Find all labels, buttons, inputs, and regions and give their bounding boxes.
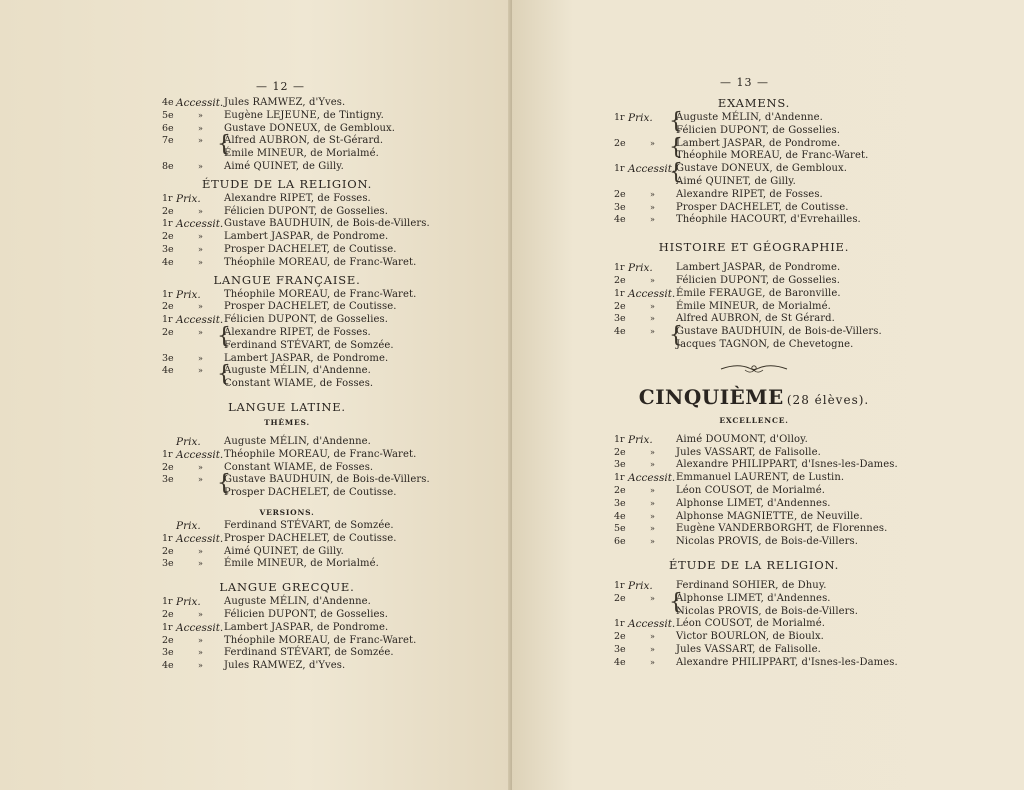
award-name: Aimé QUINET, de Gilly.	[224, 160, 344, 172]
award-row	[162, 609, 412, 622]
award-label: »	[198, 635, 203, 645]
award-name: Jules VASSART, de Falisolle.	[676, 643, 821, 655]
right-column	[614, 93, 898, 670]
awards-list	[162, 192, 430, 270]
award-label: »	[650, 202, 655, 212]
award-name: Gustave BAUDHUIN, de Bois-de-Villers.	[224, 474, 430, 486]
award-name: Lambert JASPAR, de Pondrome.	[676, 262, 841, 274]
award-name: Alexandre RIPET, de Fosses.	[676, 188, 823, 200]
award-rank: 2e	[614, 188, 626, 200]
award-rank: 3e	[162, 243, 174, 255]
subsection-heading: THÈMES.	[264, 417, 310, 427]
award-rank: 4e	[614, 656, 626, 668]
award-row	[614, 631, 894, 644]
award-row	[614, 606, 894, 619]
award-rank: 1r	[614, 163, 625, 175]
section-heading: HISTOIRE ET GÉOGRAPHIE.	[658, 240, 850, 255]
section-heading: LANGUE FRANÇAISE.	[213, 272, 361, 287]
award-row	[162, 533, 412, 546]
award-label: Prix.	[628, 262, 653, 275]
award-rank: 7e	[162, 135, 174, 147]
brace-icon: {	[217, 471, 231, 497]
scroll-ornament-icon	[719, 360, 789, 376]
award-label: Prix.	[628, 112, 653, 124]
award-name: Emmanuel LAURENT, de Lustin.	[676, 472, 845, 484]
award-row	[162, 558, 412, 571]
award-name: Auguste MÉLIN, d'Andenne.	[224, 596, 371, 608]
award-label: Accessit.	[176, 448, 224, 461]
award-name: Émile MINEUR, de Morialmé.	[224, 148, 379, 160]
award-name: Prosper DACHELET, de Coutisse.	[676, 201, 849, 213]
award-name: Théophile MOREAU, de Franc-Waret.	[224, 288, 417, 300]
award-row	[162, 244, 412, 257]
award-name: Émile MINEUR, de Morialmé.	[224, 558, 379, 570]
brace-icon: {	[217, 362, 231, 388]
award-rank: 2e	[614, 137, 626, 149]
award-label: »	[650, 657, 655, 667]
award-row	[162, 660, 412, 673]
award-rank: 2e	[614, 592, 626, 604]
brace-icon: {	[669, 160, 683, 186]
brace-icon: {	[669, 589, 683, 615]
award-rank: 2e	[614, 446, 626, 458]
award-row	[614, 644, 894, 657]
award-rank: 1r	[614, 287, 625, 299]
award-name: Émile MINEUR, de Morialmé.	[676, 300, 831, 312]
award-rank: 6e	[162, 122, 174, 134]
award-name: Aimé DOUMONT, d'Olloy.	[676, 433, 808, 445]
class-title	[614, 380, 894, 414]
award-name: Émile FERAUGE, de Baronville.	[676, 287, 841, 299]
award-label: »	[198, 244, 203, 254]
award-name: Ferdinand STÉVART, de Somzée.	[224, 519, 394, 531]
award-name: Théophile MOREAU, de Franc-Waret.	[224, 448, 417, 460]
award-name: Ferdinand SOHIER, de Dhuy.	[676, 579, 827, 591]
award-rank: 1r	[162, 448, 173, 460]
award-rank: 2e	[614, 300, 626, 312]
award-label: »	[650, 275, 655, 285]
award-row	[614, 485, 894, 498]
award-rank: 1r	[162, 596, 173, 608]
award-rank: 3e	[614, 313, 626, 325]
award-rank: 4e	[162, 660, 174, 672]
award-name: Gustave BAUDHUIN, de Bois-de-Villers.	[224, 218, 430, 230]
award-rank: 4e	[162, 97, 174, 108]
right-page	[512, 0, 1024, 790]
award-name: Alfred AUBRON, de St-Gérard.	[224, 135, 384, 147]
award-row	[614, 262, 894, 275]
award-label: »	[650, 524, 655, 534]
awards-list	[162, 520, 412, 571]
award-label: Prix.	[176, 519, 201, 532]
award-row	[614, 275, 894, 288]
award-name: Constant WIAME, de Fosses.	[224, 461, 374, 473]
award-name: Ferdinand STÉVART, de Somzée.	[224, 647, 394, 659]
section-heading: LANGUE LATINE.	[228, 399, 346, 414]
award-rank: 3e	[162, 352, 174, 364]
award-rank: 2e	[162, 231, 174, 243]
award-row	[614, 523, 894, 536]
award-rank: 4e	[614, 510, 626, 522]
award-label: »	[198, 206, 203, 216]
award-label: Prix.	[176, 288, 201, 301]
awards-list	[162, 596, 417, 673]
class-name: CINQUIÈME	[638, 384, 784, 409]
section-heading: ÉTUDE DE LA RELIGION.	[668, 557, 840, 572]
award-name: Jules VASSART, de Falisolle.	[676, 446, 821, 458]
award-label: »	[198, 123, 203, 133]
award-label: »	[198, 366, 203, 376]
ornament-divider	[614, 360, 894, 378]
award-row	[614, 189, 894, 202]
award-row	[614, 301, 894, 314]
award-label: »	[650, 593, 655, 603]
award-rank: 1r	[162, 532, 173, 544]
award-label: »	[198, 327, 203, 337]
brace-icon: {	[669, 323, 683, 349]
award-rank: 2e	[614, 274, 626, 286]
award-row	[162, 546, 412, 559]
award-label: »	[650, 498, 655, 508]
award-name: Eugène VANDERBORGHT, de Florennes.	[676, 523, 888, 535]
award-name: Prosper DACHELET, de Coutisse.	[224, 532, 397, 544]
award-label: »	[198, 302, 203, 312]
award-rank: 3e	[162, 474, 174, 486]
award-row	[162, 288, 417, 302]
award-name: Constant WIAME, de Fosses.	[224, 378, 374, 390]
award-label: »	[650, 632, 655, 642]
award-label: »	[198, 110, 203, 120]
awards-list	[614, 579, 898, 670]
section-heading: LANGUE GRECQUE.	[219, 580, 355, 595]
award-label: »	[198, 232, 203, 242]
award-row	[614, 202, 894, 215]
award-row	[162, 193, 412, 206]
award-name: Théophile HACOURT, d'Evrehailles.	[676, 214, 861, 226]
award-label: »	[650, 314, 655, 324]
award-label: »	[650, 511, 655, 521]
award-label: »	[650, 189, 655, 199]
award-row	[162, 487, 412, 500]
award-rank: 1r	[614, 112, 625, 123]
award-label: »	[650, 644, 655, 654]
award-name: Jules RAMWEZ, d'Yves.	[224, 660, 346, 672]
award-label: »	[198, 559, 203, 569]
award-rank: 3e	[614, 643, 626, 655]
award-name: Ferdinand STÉVART, de Somzée.	[224, 339, 394, 351]
award-name: Léon COUSOT, de Morialmé.	[676, 484, 826, 496]
award-row	[614, 498, 894, 511]
award-row	[614, 618, 894, 631]
award-name: Léon COUSOT, de Morialmé.	[676, 618, 826, 630]
award-label: »	[198, 661, 203, 671]
award-row	[162, 231, 412, 244]
award-row	[162, 148, 412, 161]
award-rank: 2e	[162, 608, 174, 620]
award-row	[162, 596, 412, 609]
award-name: Alphonse LIMET, d'Andennes.	[676, 497, 831, 509]
award-name: Lambert JASPAR, de Pondrome.	[224, 621, 389, 633]
page-number-left: — 12 —	[256, 80, 305, 93]
award-name: Eugène LEJEUNE, de Tintigny.	[224, 109, 384, 121]
award-row	[162, 97, 412, 110]
award-label: »	[650, 215, 655, 225]
award-label: »	[198, 136, 203, 146]
award-rank: 4e	[162, 365, 174, 377]
award-rank: 1r	[614, 618, 625, 630]
award-row	[162, 340, 412, 353]
award-label: Accessit.	[628, 163, 676, 176]
award-row	[162, 206, 412, 219]
award-label: »	[650, 138, 655, 148]
award-name: Félicien DUPONT, de Gosselies.	[676, 274, 841, 286]
award-rank: 2e	[162, 545, 174, 557]
award-row	[614, 536, 894, 549]
award-label: Prix.	[176, 192, 201, 205]
award-rank: 3e	[614, 497, 626, 509]
award-rank: 1r	[162, 192, 173, 204]
award-label: Accessit.	[628, 618, 676, 631]
award-row	[162, 462, 412, 475]
award-row	[162, 301, 412, 314]
award-label: »	[650, 447, 655, 457]
award-label: »	[650, 460, 655, 470]
award-name: Jacques TAGNON, de Chevetogne.	[676, 338, 854, 350]
award-name: Prosper DACHELET, de Coutisse.	[224, 301, 397, 313]
award-label: Prix.	[176, 435, 201, 448]
award-name: Lambert JASPAR, de Pondrome.	[224, 352, 389, 364]
award-rank: 2e	[162, 205, 174, 217]
award-rank: 8e	[162, 160, 174, 172]
awards-list	[614, 262, 894, 352]
award-row	[162, 378, 412, 391]
award-rank: 5e	[614, 523, 626, 535]
award-name: Prosper DACHELET, de Coutisse.	[224, 243, 397, 255]
award-name: Félicien DUPONT, de Gosselies.	[676, 124, 841, 136]
award-row	[614, 472, 894, 485]
brace-icon: {	[669, 109, 683, 134]
award-rank: 1r	[614, 472, 625, 484]
award-rank: 1r	[614, 262, 625, 274]
awards-list	[162, 288, 417, 391]
award-row	[162, 218, 430, 231]
award-row	[614, 125, 894, 138]
award-label: Accessit.	[176, 621, 224, 634]
award-name: Gustave BAUDHUIN, de Bois-de-Villers.	[676, 326, 882, 338]
award-row	[614, 339, 894, 352]
award-rank: 2e	[614, 631, 626, 643]
brace-icon: {	[669, 134, 683, 160]
award-name: Félicien DUPONT, de Gosselies.	[224, 205, 389, 217]
subsection-heading: VERSIONS.	[259, 507, 315, 517]
award-name: Auguste MÉLIN, d'Andenne.	[224, 365, 371, 377]
award-rank: 2e	[162, 634, 174, 646]
award-label: »	[650, 537, 655, 547]
award-name: Victor BOURLON, de Bioulx.	[676, 631, 824, 643]
award-rank: 2e	[162, 326, 174, 338]
awards-list	[614, 109, 894, 227]
award-name: Lambert JASPAR, de Pondrome.	[224, 231, 389, 243]
award-label: »	[198, 257, 203, 267]
award-row	[162, 256, 417, 270]
award-name: Félicien DUPONT, de Gosselies.	[224, 608, 389, 620]
award-name: Alexandre RIPET, de Fosses.	[224, 326, 371, 338]
award-label: »	[650, 301, 655, 311]
award-rank: 1r	[162, 218, 173, 230]
award-label: »	[650, 485, 655, 495]
award-name: Alexandre RIPET, de Fosses.	[224, 192, 371, 204]
award-label: Accessit.	[176, 218, 224, 231]
section-heading: ÉTUDE DE LA RELIGION.	[201, 176, 373, 191]
award-name: Félicien DUPONT, de Gosselies.	[224, 314, 389, 326]
award-name: Prosper DACHELET, de Coutisse.	[224, 487, 397, 499]
award-row	[162, 123, 412, 136]
award-row	[162, 622, 412, 635]
award-name: Nicolas PROVIS, de Bois-de-Villers.	[676, 605, 859, 617]
award-label: »	[198, 546, 203, 556]
award-name: Théophile MOREAU, de Franc-Waret.	[224, 634, 417, 646]
award-row	[614, 214, 894, 227]
award-name: Alexandre PHILIPPART, d'Isnes-les-Dames.	[676, 459, 898, 471]
award-name: Gustave DONEUX, de Gembloux.	[676, 163, 848, 175]
award-label: Prix.	[176, 596, 201, 609]
award-row	[162, 520, 412, 533]
award-row	[614, 176, 894, 189]
award-name: Aimé QUINET, de Gilly.	[224, 545, 344, 557]
award-row	[614, 511, 894, 524]
award-name: Alphonse MAGNIETTE, de Neuville.	[676, 510, 863, 522]
award-label: »	[198, 353, 203, 363]
award-row	[614, 313, 894, 326]
award-row	[162, 353, 412, 366]
award-name: Théophile MOREAU, de Franc-Waret.	[224, 256, 417, 268]
left-column	[162, 97, 430, 673]
award-row	[614, 580, 894, 593]
class-count: (28 élèves).	[786, 392, 870, 407]
award-row	[162, 448, 417, 462]
award-rank: 1r	[614, 579, 625, 591]
awards-list	[614, 433, 898, 549]
award-row	[614, 288, 894, 301]
award-rank: 4e	[162, 256, 174, 268]
award-name: Alphonse LIMET, d'Andennes.	[676, 592, 831, 604]
award-label: »	[198, 648, 203, 658]
award-label: Prix.	[628, 579, 653, 592]
awards-list	[162, 97, 412, 174]
award-row	[162, 161, 412, 174]
award-rank: 3e	[614, 201, 626, 213]
award-label: »	[198, 462, 203, 472]
section-heading: EXAMENS.	[717, 96, 791, 110]
award-rank: 2e	[162, 461, 174, 473]
award-label: Accessit.	[176, 97, 224, 109]
award-row	[614, 150, 894, 163]
award-rank: 4e	[614, 326, 626, 338]
award-label: Accessit.	[176, 314, 224, 327]
award-rank: 1r	[162, 314, 173, 326]
award-row	[162, 110, 412, 123]
award-label: Accessit.	[176, 532, 224, 545]
award-name: Auguste MÉLIN, d'Andenne.	[224, 435, 371, 447]
award-name: Jules RAMWEZ, d'Yves.	[224, 97, 346, 108]
award-rank: 4e	[614, 214, 626, 226]
award-row	[614, 656, 898, 670]
award-row	[162, 634, 417, 648]
subsection-heading: EXCELLENCE.	[719, 415, 789, 425]
award-rank: 3e	[614, 459, 626, 471]
award-row	[614, 459, 898, 472]
award-row	[614, 447, 894, 460]
award-label: Accessit.	[628, 472, 676, 485]
award-rank: 1r	[614, 433, 625, 445]
award-label: »	[198, 609, 203, 619]
award-name: Alexandre PHILIPPART, d'Isnes-les-Dames.	[676, 656, 898, 668]
award-name: Gustave DONEUX, de Gembloux.	[224, 122, 396, 134]
award-label: Prix.	[628, 433, 653, 446]
page-number-right: — 13 —	[720, 76, 769, 89]
award-row	[162, 647, 412, 660]
award-label: »	[650, 327, 655, 337]
brace-icon: {	[217, 323, 231, 349]
award-row	[162, 436, 412, 449]
award-row	[614, 434, 894, 447]
awards-list	[162, 435, 430, 500]
award-rank: 5e	[162, 109, 174, 121]
award-rank: 1r	[162, 621, 173, 633]
award-name: Auguste MÉLIN, d'Andenne.	[676, 112, 823, 123]
award-label: »	[198, 161, 203, 171]
award-rank: 3e	[162, 647, 174, 659]
award-name: Lambert JASPAR, de Pondrome.	[676, 137, 841, 149]
brace-icon: {	[217, 132, 231, 158]
award-label: »	[198, 475, 203, 485]
award-name: Aimé QUINET, de Gilly.	[676, 175, 796, 187]
award-name: Nicolas PROVIS, de Bois-de-Villers.	[676, 536, 859, 548]
award-row	[162, 314, 412, 327]
award-rank: 3e	[162, 558, 174, 570]
award-rank: 6e	[614, 536, 626, 548]
award-rank: 1r	[162, 288, 173, 300]
award-name: Alfred AUBRON, de St Gérard.	[676, 313, 835, 325]
award-rank: 2e	[162, 301, 174, 313]
award-rank: 2e	[614, 484, 626, 496]
award-name: Théophile MOREAU, de Franc-Waret.	[676, 150, 869, 162]
award-label: Accessit.	[628, 287, 676, 300]
